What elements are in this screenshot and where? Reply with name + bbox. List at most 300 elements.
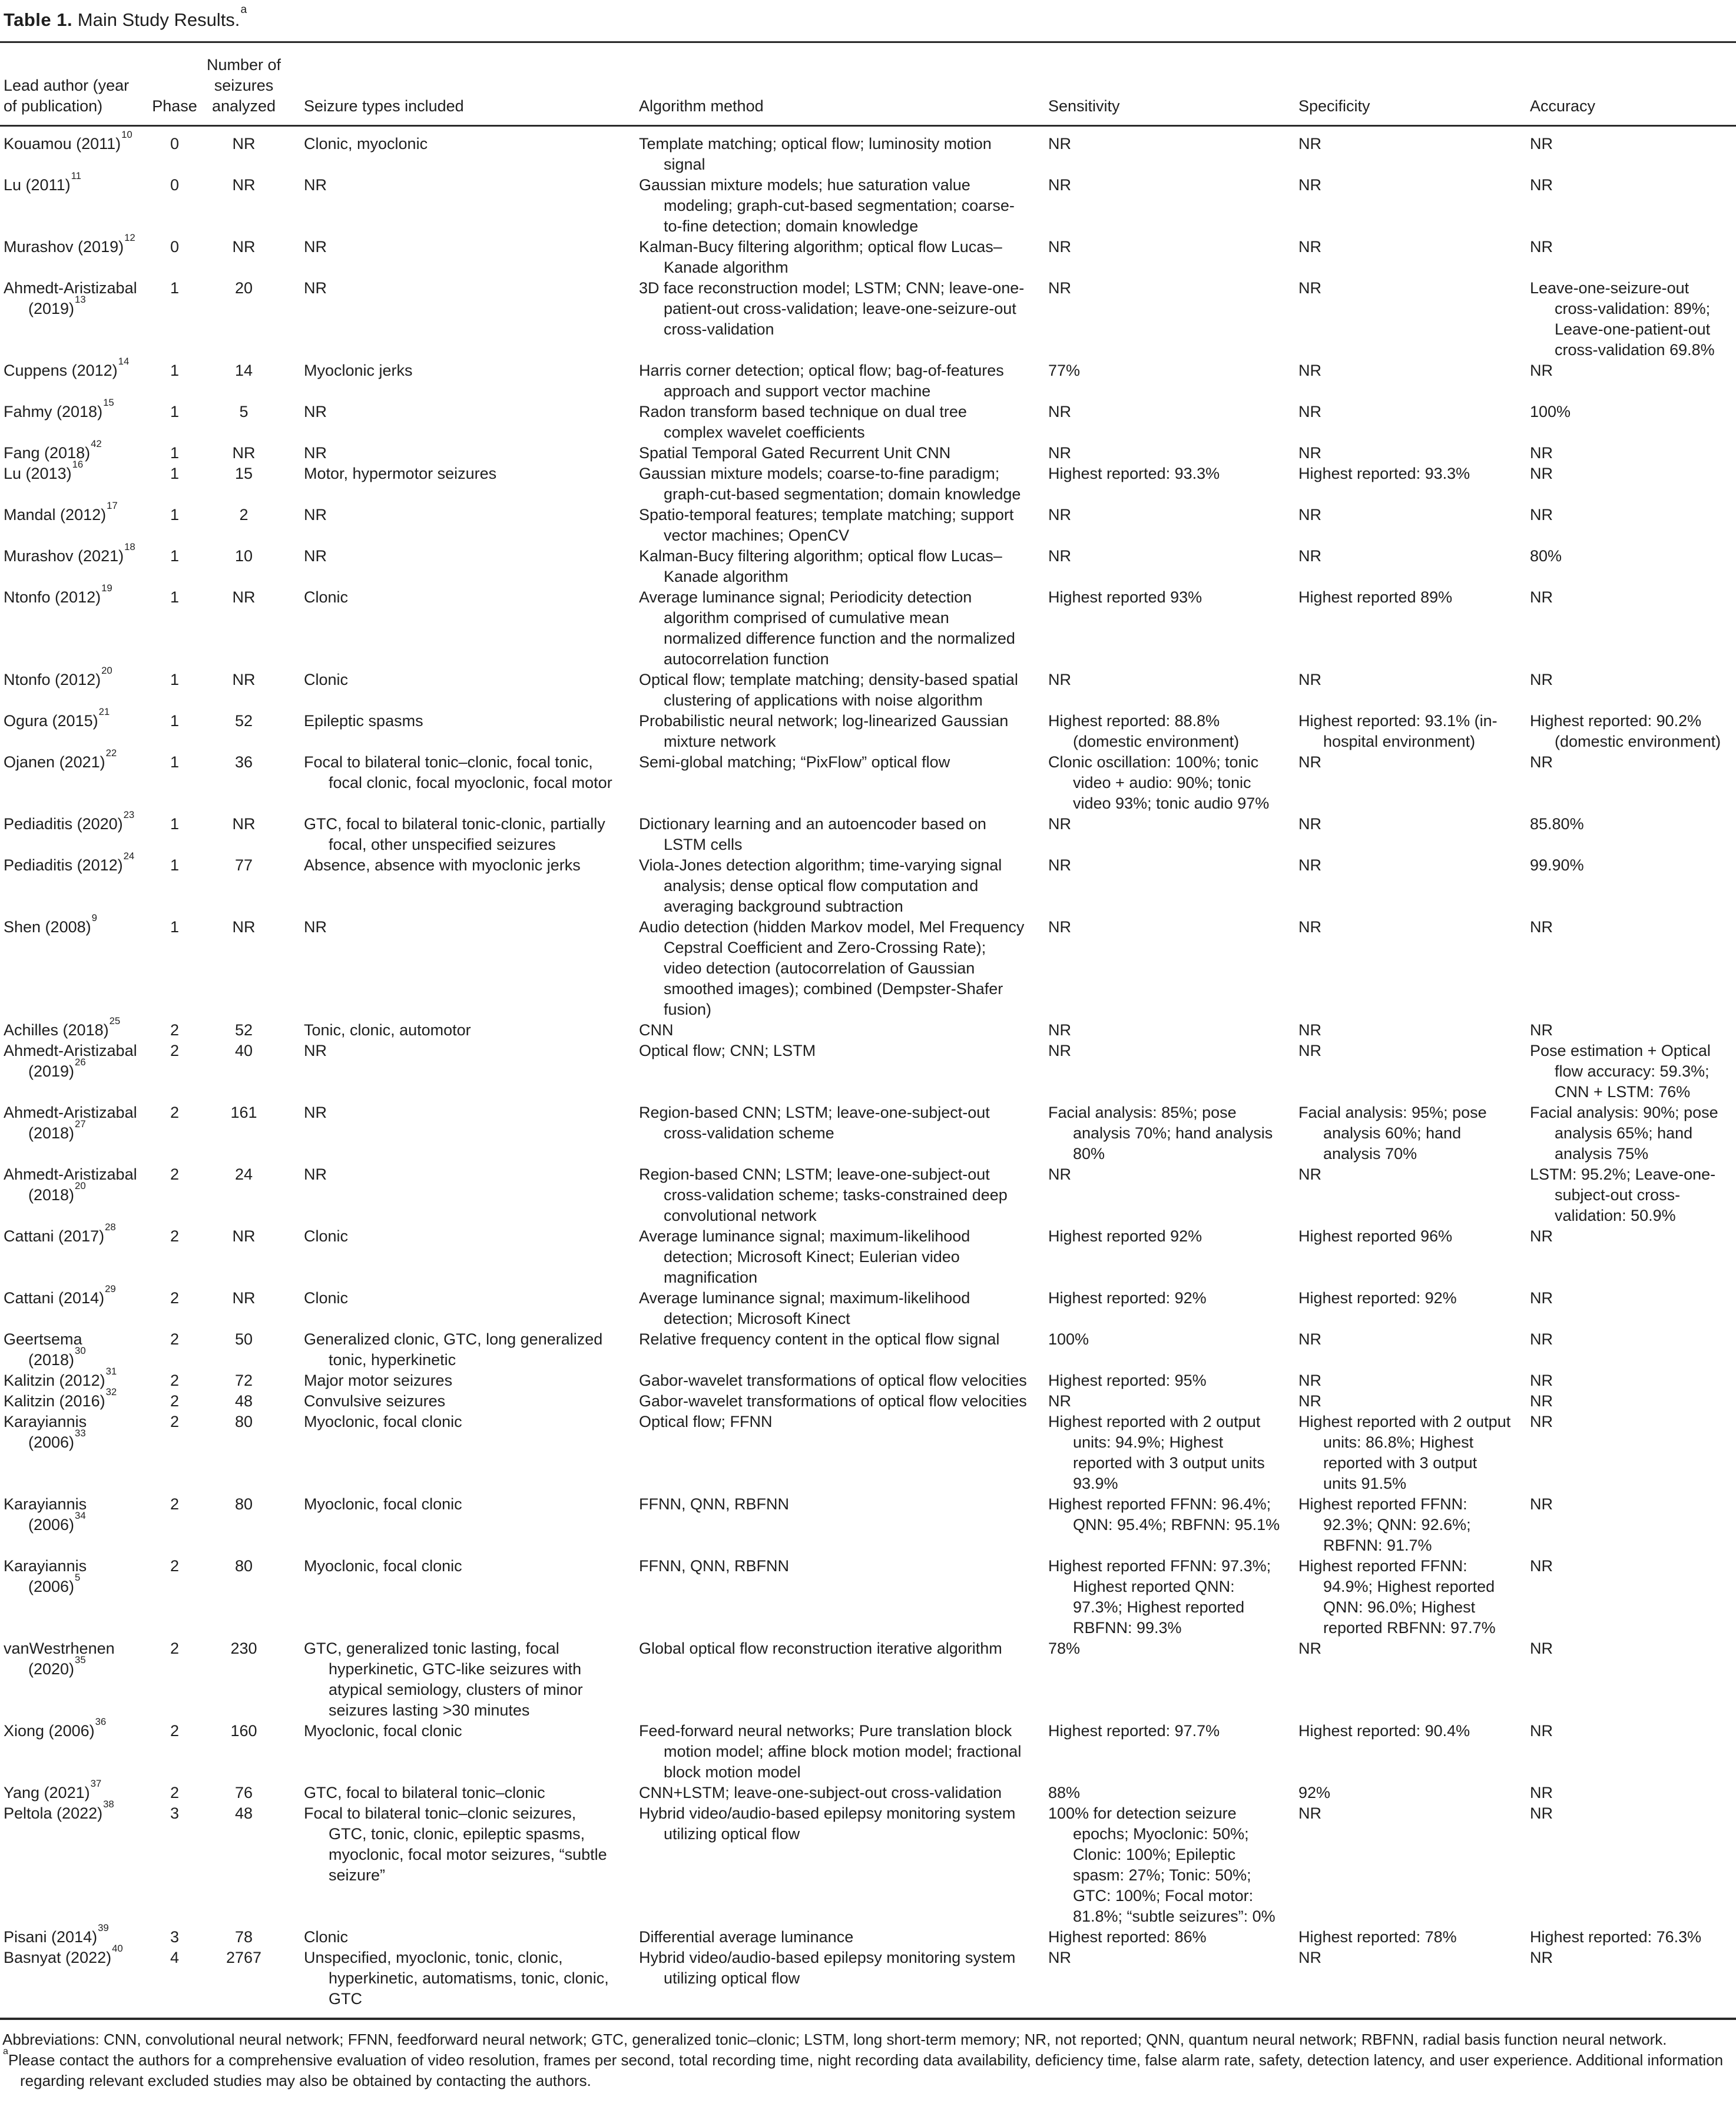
cell-accuracy: 80%: [1530, 547, 1562, 565]
cell-phase: 2: [170, 1557, 180, 1575]
cell-seizures-analyzed: NR: [232, 918, 256, 936]
cell-lead-author: [0, 1386, 150, 1412]
cell-seizures-analyzed: 76: [234, 1784, 253, 1801]
cell-sensitivity: NR: [1048, 135, 1071, 153]
cell-sensitivity: NR: [1048, 815, 1071, 833]
cell-seizures-analyzed: NR: [232, 1227, 256, 1245]
cell-lead-author: [0, 1777, 150, 1803]
col-header-sensitivity: Sensitivity: [1042, 42, 1293, 126]
col-header-lead-author: Lead author (year of publication): [0, 42, 150, 126]
cell-sensitivity: 100% for detection seizure epochs; Myoclonic: 50%; Clonic: 100%; Epileptic spasm: 27%; Tonic: 50%; GTC: 100%; Focal motor: 81.8%; “subtle seizures”: 0%: [1048, 1804, 1276, 1925]
table-title: [0, 4, 1736, 32]
cell-algorithm-method: Gaussian mixture models; coarse-to-fine paradigm; graph-cut-based segmentation; domain knowledge: [639, 465, 1021, 503]
study-results-table: [0, 41, 1736, 2020]
reference-superscript: 42: [91, 438, 102, 449]
cell-accuracy: NR: [1530, 1227, 1553, 1245]
table-footnotes: [0, 2029, 1736, 2091]
cell-phase: 1: [170, 671, 180, 688]
author-name: Cuppens (2012): [4, 362, 118, 379]
cell-algorithm-method: Region-based CNN; LSTM; leave-one-subject-out cross-validation scheme; tasks-constrained deep convolutional network: [639, 1165, 1008, 1224]
cell-seizures-analyzed: 80: [234, 1495, 253, 1513]
cell-seizures-analyzed: 80: [234, 1413, 253, 1430]
author-name: Xiong (2006): [4, 1722, 95, 1740]
cell-lead-author: [0, 1221, 150, 1288]
cell-lead-author: [0, 1365, 150, 1391]
cell-seizure-types: NR: [304, 547, 327, 565]
reference-superscript: 29: [105, 1283, 116, 1294]
cell-accuracy: Pose estimation + Optical flow accuracy: 59.3%; CNN + LSTM: 76%: [1530, 1042, 1711, 1101]
cell-algorithm-method: Gabor-wavelet transformations of optical flow velocities: [639, 1392, 1027, 1410]
cell-sensitivity: Facial analysis: 85%; pose analysis 70%; hand analysis 80%: [1048, 1104, 1273, 1163]
cell-specificity: 92%: [1298, 1784, 1331, 1801]
author-name: Cattani (2017): [4, 1227, 105, 1245]
cell-lead-author: [0, 850, 150, 917]
author-name: vanWestrhenen (2020): [4, 1640, 115, 1678]
table-row: [0, 1412, 1736, 1494]
reference-superscript: 30: [75, 1344, 86, 1356]
cell-phase: 1: [170, 403, 180, 420]
cell-algorithm-method: Optical flow; CNN; LSTM: [639, 1042, 816, 1059]
cell-accuracy: Highest reported: 90.2% (domestic environment): [1530, 712, 1721, 750]
author-name: Pediaditis (2020): [4, 815, 123, 833]
cell-algorithm-method: FFNN, QNN, RBFNN: [639, 1495, 789, 1513]
cell-seizures-analyzed: 24: [234, 1165, 253, 1183]
cell-accuracy: NR: [1530, 1021, 1553, 1039]
author-name: Fahmy (2018): [4, 403, 103, 420]
cell-seizures-analyzed: 10: [234, 547, 253, 565]
reference-superscript: 21: [98, 706, 110, 717]
reference-superscript: 5: [75, 1571, 81, 1583]
cell-phase: 1: [170, 547, 180, 565]
reference-superscript: 36: [95, 1715, 107, 1727]
cell-algorithm-method: 3D face reconstruction model; LSTM; CNN; leave-one-patient-out cross-validation; leave-one-seizure-out cross-validation: [639, 279, 1025, 338]
cell-phase: 1: [170, 362, 180, 379]
cell-phase: 4: [170, 1949, 180, 1966]
cell-lead-author: [0, 1715, 150, 1783]
author-name: Shen (2008): [4, 918, 91, 936]
cell-phase: 2: [170, 1330, 180, 1348]
cell-phase: 3: [170, 1804, 180, 1822]
cell-accuracy: 85.80%: [1530, 815, 1584, 833]
cell-algorithm-method: Spatial Temporal Gated Recurrent Unit CNN: [639, 444, 951, 462]
col-header-seizures-analyzed: Number of seizures analyzed: [202, 42, 289, 126]
cell-specificity: NR: [1298, 1042, 1321, 1059]
cell-seizures-analyzed: NR: [232, 176, 256, 194]
reference-superscript: 38: [103, 1798, 114, 1810]
cell-accuracy: NR: [1530, 1372, 1553, 1389]
cell-lead-author: [0, 912, 150, 1020]
cell-algorithm-method: Radon transform based technique on dual tree complex wavelet coefficients: [639, 403, 967, 441]
cell-phase: 1: [170, 279, 180, 297]
reference-superscript: 35: [75, 1654, 86, 1665]
cell-lead-author: [0, 355, 150, 402]
cell-specificity: NR: [1298, 1021, 1321, 1039]
table-row: [0, 443, 1736, 463]
cell-specificity: NR: [1298, 176, 1321, 194]
cell-sensitivity: Highest reported: 88.8% (domestic environment): [1048, 712, 1240, 750]
author-name: Pisani (2014): [4, 1928, 98, 1946]
cell-phase: 2: [170, 1495, 180, 1513]
cell-accuracy: Leave-one-seizure-out cross-validation: 89%; Leave-one-patient-out cross-validation 69.8%: [1530, 279, 1715, 359]
cell-specificity: NR: [1298, 1165, 1321, 1183]
cell-lead-author: [0, 1556, 150, 1638]
author-name: Peltola (2022): [4, 1804, 103, 1822]
cell-sensitivity: Highest reported 92%: [1048, 1227, 1202, 1245]
cell-sensitivity: NR: [1048, 671, 1071, 688]
cell-sensitivity: Highest reported: 92%: [1048, 1289, 1207, 1307]
cell-lead-author: [0, 231, 150, 278]
reference-superscript: 27: [75, 1118, 86, 1130]
cell-lead-author: [0, 1041, 150, 1102]
cell-seizure-types: Generalized clonic, GTC, long generalized tonic, hyperkinetic: [304, 1330, 603, 1369]
cell-sensitivity: NR: [1048, 547, 1071, 565]
cell-specificity: Highest reported 96%: [1298, 1227, 1453, 1245]
cell-sensitivity: NR: [1048, 403, 1071, 420]
table-caption: Main Study Results.: [72, 9, 240, 30]
table-row: [0, 1638, 1736, 1721]
cell-algorithm-method: Hybrid video/audio-based epilepsy monitoring system utilizing optical flow: [639, 1949, 1016, 1987]
cell-phase: 1: [170, 506, 180, 524]
cell-lead-author: [0, 1015, 150, 1041]
cell-algorithm-method: Average luminance signal; maximum-likelihood detection; Microsoft Kinect; Eulerian video magnification: [639, 1227, 970, 1286]
cell-lead-author: [0, 747, 150, 814]
table-row: [0, 1721, 1736, 1783]
reference-superscript: 11: [71, 170, 81, 181]
table-row: [0, 175, 1736, 237]
cell-seizures-analyzed: 2: [239, 506, 249, 524]
cell-algorithm-method: Semi-global matching; “PixFlow” optical flow: [639, 753, 950, 771]
cell-sensitivity: Highest reported 93%: [1048, 588, 1202, 606]
cell-algorithm-method: FFNN, QNN, RBFNN: [639, 1557, 789, 1575]
cell-seizures-analyzed: 78: [234, 1928, 253, 1946]
cell-lead-author: [0, 1283, 150, 1329]
cell-seizures-analyzed: 2767: [226, 1949, 262, 1966]
cell-seizures-analyzed: 14: [234, 362, 253, 379]
abbreviations-note: Abbreviations: CNN, convolutional neural network; FFNN, feedforward neural network; GTC, generalized tonic–clonic; LSTM, long short-term memory; NR, not reported; QNN, quantum neural network; RBFNN, radial basis function neural network.: [2, 2031, 1667, 2048]
cell-seizures-analyzed: 160: [230, 1722, 257, 1740]
cell-phase: 1: [170, 815, 180, 833]
cell-specificity: Highest reported: 92%: [1298, 1289, 1457, 1307]
cell-seizures-analyzed: 48: [234, 1392, 253, 1410]
reference-superscript: 15: [103, 396, 114, 408]
cell-sensitivity: Highest reported: 93.3%: [1048, 465, 1220, 482]
cell-seizure-types: Myoclonic jerks: [304, 362, 413, 379]
cell-seizure-types: Focal to bilateral tonic–clonic seizures, GTC, tonic, clonic, epileptic spasms, myoclonic, focal motor seizures, “subtle seizure”: [304, 1804, 607, 1884]
cell-seizure-types: GTC, generalized tonic lasting, focal hyperkinetic, GTC-like seizures with atypical semiology, clusters of minor seizures lasting >30 minutes: [304, 1640, 583, 1719]
cell-seizures-analyzed: 52: [234, 1021, 253, 1039]
reference-superscript: 22: [105, 747, 117, 759]
cell-accuracy: NR: [1530, 753, 1553, 771]
cell-lead-author: [0, 1942, 150, 2019]
reference-superscript: 13: [75, 293, 86, 305]
cell-seizure-types: Major motor seizures: [304, 1372, 453, 1389]
cell-phase: 1: [170, 588, 180, 606]
cell-lead-author: [0, 278, 150, 360]
reference-superscript: 16: [72, 458, 84, 470]
author-name: Murashov (2021): [4, 547, 124, 565]
table-row: [0, 814, 1736, 855]
reference-superscript: 23: [123, 809, 135, 820]
cell-seizures-analyzed: 230: [230, 1640, 257, 1657]
footnote-text: Please contact the authors for a comprehensive evaluation of video resolution, frames per second, total recording time, night recording data availability, deficiency time, false alarm rate, safety, detection latency, and user experience. Additional information regarding relevant excluded studies may also be obtained by contacting the authors.: [8, 2051, 1724, 2089]
author-name: Karayiannis (2006): [4, 1413, 87, 1451]
cell-accuracy: NR: [1530, 362, 1553, 379]
cell-lead-author: [0, 541, 150, 587]
cell-accuracy: NR: [1530, 1289, 1553, 1307]
cell-accuracy: NR: [1530, 671, 1553, 688]
cell-accuracy: NR: [1530, 176, 1553, 194]
table-row: [0, 237, 1736, 278]
cell-phase: 1: [170, 918, 180, 936]
cell-seizure-types: Clonic: [304, 1289, 349, 1307]
cell-phase: 2: [170, 1722, 180, 1740]
author-name: Ojanen (2021): [4, 753, 105, 771]
table-row: [0, 1948, 1736, 2019]
cell-seizure-types: Clonic: [304, 1227, 349, 1245]
cell-algorithm-method: Average luminance signal; maximum-likelihood detection; Microsoft Kinect: [639, 1289, 970, 1327]
cell-specificity: NR: [1298, 1392, 1321, 1410]
cell-seizure-types: Clonic: [304, 1928, 349, 1946]
author-name: Yang (2021): [4, 1784, 90, 1801]
col-header-algorithm-method: Algorithm method: [627, 42, 1042, 126]
cell-sensitivity: 88%: [1048, 1784, 1081, 1801]
cell-sensitivity: NR: [1048, 176, 1071, 194]
cell-phase: 2: [170, 1413, 180, 1430]
table-row: [0, 1102, 1736, 1164]
table-row: [0, 1370, 1736, 1391]
table-row: [0, 1164, 1736, 1226]
author-name: Kouamou (2011): [4, 135, 121, 153]
cell-specificity: NR: [1298, 238, 1321, 256]
cell-specificity: NR: [1298, 1640, 1321, 1657]
cell-sensitivity: Highest reported: 95%: [1048, 1372, 1207, 1389]
table-row: [0, 1041, 1736, 1102]
table-row: [0, 752, 1736, 814]
cell-algorithm-method: Spatio-temporal features; template matching; support vector machines; OpenCV: [639, 506, 1014, 544]
cell-lead-author: [0, 170, 150, 237]
table-row: [0, 463, 1736, 505]
reference-superscript: 34: [75, 1509, 86, 1521]
cell-seizure-types: Focal to bilateral tonic–clonic, focal tonic, focal clonic, focal myoclonic, focal motor: [304, 753, 612, 791]
cell-seizures-analyzed: 20: [234, 279, 253, 297]
cell-algorithm-method: Average luminance signal; Periodicity detection algorithm comprised of cumulative mean normalized difference function and the normalized autocorrelation function: [639, 588, 1015, 668]
cell-phase: 0: [170, 176, 180, 194]
cell-seizure-types: NR: [304, 506, 327, 524]
cell-phase: 1: [170, 465, 180, 482]
author-name: Ahmedt-Aristizabal (2018): [4, 1165, 137, 1204]
author-name: Karayiannis (2006): [4, 1557, 87, 1595]
cell-accuracy: 99.90%: [1530, 856, 1584, 874]
cell-seizures-analyzed: 5: [239, 403, 249, 420]
cell-specificity: NR: [1298, 506, 1321, 524]
cell-lead-author: [0, 126, 150, 175]
cell-sensitivity: 78%: [1048, 1640, 1081, 1657]
table-row: [0, 546, 1736, 587]
cell-specificity: Highest reported with 2 output units: 86.8%; Highest reported with 3 output units 91.5%: [1298, 1413, 1511, 1492]
col-header-specificity: Specificity: [1293, 42, 1525, 126]
cell-specificity: Highest reported FFNN: 94.9%; Highest reported QNN: 96.0%; Highest reported RBFNN: 97.7%: [1298, 1557, 1496, 1637]
cell-algorithm-method: CNN+LSTM; leave-one-subject-out cross-validation: [639, 1784, 1002, 1801]
cell-phase: 0: [170, 135, 180, 153]
reference-superscript: 26: [75, 1056, 86, 1068]
table-row: [0, 1226, 1736, 1288]
contact-footnote: [2, 2046, 1734, 2091]
cell-lead-author: [0, 1412, 150, 1494]
cell-sensitivity: Highest reported: 86%: [1048, 1928, 1207, 1946]
cell-sensitivity: Highest reported FFNN: 96.4%; QNN: 95.4%; RBFNN: 95.1%: [1048, 1495, 1280, 1534]
cell-specificity: Highest reported FFNN: 92.3%; QNN: 92.6%; RBFNN: 91.7%: [1298, 1495, 1471, 1554]
author-name: Pediaditis (2012): [4, 856, 123, 874]
cell-accuracy: NR: [1530, 444, 1553, 462]
cell-specificity: NR: [1298, 279, 1321, 297]
cell-lead-author: [0, 1102, 150, 1164]
cell-accuracy: 100%: [1530, 403, 1571, 420]
cell-seizure-types: NR: [304, 1104, 327, 1121]
cell-seizures-analyzed: 40: [234, 1042, 253, 1059]
cell-seizure-types: NR: [304, 238, 327, 256]
cell-seizure-types: NR: [304, 403, 327, 420]
cell-specificity: Highest reported: 90.4%: [1298, 1722, 1470, 1740]
table-row: [0, 1783, 1736, 1803]
title-footnote-marker: a: [240, 4, 247, 16]
table-row: [0, 402, 1736, 443]
cell-sensitivity: NR: [1048, 1392, 1071, 1410]
table-row: [0, 1803, 1736, 1927]
cell-phase: 1: [170, 444, 180, 462]
cell-accuracy: NR: [1530, 1784, 1553, 1801]
cell-seizure-types: Absence, absence with myoclonic jerks: [304, 856, 581, 874]
table-row: [0, 670, 1736, 711]
table-header: [0, 42, 1736, 126]
cell-specificity: Highest reported: 93.3%: [1298, 465, 1470, 482]
cell-seizure-types: Convulsive seizures: [304, 1392, 446, 1410]
cell-lead-author: [0, 664, 150, 711]
cell-accuracy: NR: [1530, 506, 1553, 524]
cell-phase: 2: [170, 1289, 180, 1307]
cell-seizures-analyzed: 15: [234, 465, 253, 482]
cell-phase: 1: [170, 753, 180, 771]
reference-superscript: 25: [109, 1015, 121, 1026]
cell-algorithm-method: Relative frequency content in the optical flow signal: [639, 1330, 1000, 1348]
cell-seizures-analyzed: NR: [232, 238, 256, 256]
cell-lead-author: [0, 1164, 150, 1226]
reference-superscript: 20: [75, 1180, 86, 1191]
cell-seizures-analyzed: NR: [232, 135, 256, 153]
table-row: [0, 360, 1736, 402]
cell-lead-author: [0, 809, 150, 855]
table-row: [0, 1391, 1736, 1412]
cell-accuracy: NR: [1530, 1495, 1553, 1513]
cell-specificity: Facial analysis: 95%; pose analysis 60%; hand analysis 70%: [1298, 1104, 1487, 1163]
reference-superscript: 12: [124, 231, 135, 243]
table-row: [0, 278, 1736, 360]
cell-specificity: NR: [1298, 547, 1321, 565]
cell-specificity: NR: [1298, 815, 1321, 833]
reference-superscript: 17: [107, 499, 118, 511]
cell-seizures-analyzed: 77: [234, 856, 253, 874]
cell-sensitivity: 77%: [1048, 362, 1081, 379]
cell-phase: 2: [170, 1165, 180, 1183]
cell-specificity: NR: [1298, 403, 1321, 420]
cell-seizure-types: Myoclonic, focal clonic: [304, 1722, 462, 1740]
cell-algorithm-method: Harris corner detection; optical flow; bag-of-features approach and support vector machine: [639, 362, 1004, 400]
cell-specificity: NR: [1298, 444, 1321, 462]
reference-superscript: 31: [105, 1365, 117, 1377]
cell-accuracy: NR: [1530, 1330, 1553, 1348]
reference-superscript: 14: [118, 355, 130, 367]
cell-accuracy: NR: [1530, 1804, 1553, 1822]
table-number: Table 1.: [4, 9, 73, 30]
cell-sensitivity: NR: [1048, 1021, 1071, 1039]
col-header-phase: Phase: [150, 42, 202, 126]
cell-specificity: NR: [1298, 1804, 1321, 1822]
cell-seizures-analyzed: 80: [234, 1557, 253, 1575]
cell-phase: 0: [170, 238, 180, 256]
cell-accuracy: NR: [1530, 1557, 1553, 1575]
reference-superscript: 18: [124, 541, 135, 552]
table-row: [0, 1020, 1736, 1041]
cell-seizures-analyzed: 36: [234, 753, 253, 771]
table-row: [0, 855, 1736, 917]
cell-algorithm-method: Optical flow; template matching; density-based spatial clustering of applications with noise algorithm: [639, 671, 1018, 709]
cell-seizure-types: GTC, focal to bilateral tonic-clonic, partially focal, other unspecified seizures: [304, 815, 605, 853]
cell-sensitivity: NR: [1048, 1042, 1071, 1059]
reference-superscript: 10: [121, 128, 132, 140]
footnote-marker: a: [3, 2046, 8, 2057]
cell-sensitivity: NR: [1048, 279, 1071, 297]
cell-specificity: NR: [1298, 362, 1321, 379]
reference-superscript: 9: [91, 912, 97, 923]
cell-phase: 2: [170, 1104, 180, 1121]
table-row: [0, 1556, 1736, 1638]
author-name: Murashov (2019): [4, 238, 124, 256]
cell-seizures-analyzed: NR: [232, 671, 256, 688]
cell-algorithm-method: Region-based CNN; LSTM; leave-one-subject-out cross-validation scheme: [639, 1104, 990, 1142]
cell-sensitivity: NR: [1048, 918, 1071, 936]
cell-algorithm-method: CNN: [639, 1021, 674, 1039]
cell-seizures-analyzed: 72: [234, 1372, 253, 1389]
cell-sensitivity: NR: [1048, 1165, 1071, 1183]
author-name: Kalitzin (2016): [4, 1392, 105, 1410]
reference-superscript: 24: [123, 850, 135, 862]
table-row: [0, 917, 1736, 1020]
cell-seizure-types: Unspecified, myoclonic, tonic, clonic, hyperkinetic, automatisms, tonic, clonic, GTC: [304, 1949, 609, 2008]
author-name: Basnyat (2022): [4, 1949, 112, 1966]
cell-algorithm-method: Audio detection (hidden Markov model, Mel Frequency Cepstral Coefficient and Zero-Crossing Rate); video detection (autocorrelation of Gaussian smoothed images); combined (Dempster-Shafer fusion): [639, 918, 1025, 1018]
cell-seizures-analyzed: 50: [234, 1330, 253, 1348]
cell-accuracy: NR: [1530, 1722, 1553, 1740]
cell-sensitivity: NR: [1048, 856, 1071, 874]
author-name: Achilles (2018): [4, 1021, 109, 1039]
cell-seizure-types: NR: [304, 444, 327, 462]
cell-algorithm-method: Kalman-Bucy filtering algorithm; optical flow Lucas–Kanade algorithm: [639, 238, 1002, 276]
cell-seizure-types: Motor, hypermotor seizures: [304, 465, 497, 482]
reference-superscript: 28: [105, 1221, 116, 1233]
reference-superscript: 32: [105, 1386, 117, 1397]
cell-accuracy: NR: [1530, 238, 1553, 256]
cell-specificity: NR: [1298, 1330, 1321, 1348]
author-name: Cattani (2014): [4, 1289, 105, 1307]
cell-seizures-analyzed: 161: [230, 1104, 257, 1121]
reference-superscript: 40: [112, 1942, 123, 1954]
cell-algorithm-method: Gaussian mixture models; hue saturation value modeling; graph-cut-based segmentation; coarse-to-fine detection; domain knowledge: [639, 176, 1015, 235]
cell-accuracy: NR: [1530, 1413, 1553, 1430]
cell-sensitivity: NR: [1048, 506, 1071, 524]
header-row: [0, 42, 1736, 126]
cell-algorithm-method: Dictionary learning and an autoencoder based on LSTM cells: [639, 815, 986, 853]
cell-sensitivity: NR: [1048, 444, 1071, 462]
cell-algorithm-method: Kalman-Bucy filtering algorithm; optical flow Lucas–Kanade algorithm: [639, 547, 1002, 585]
